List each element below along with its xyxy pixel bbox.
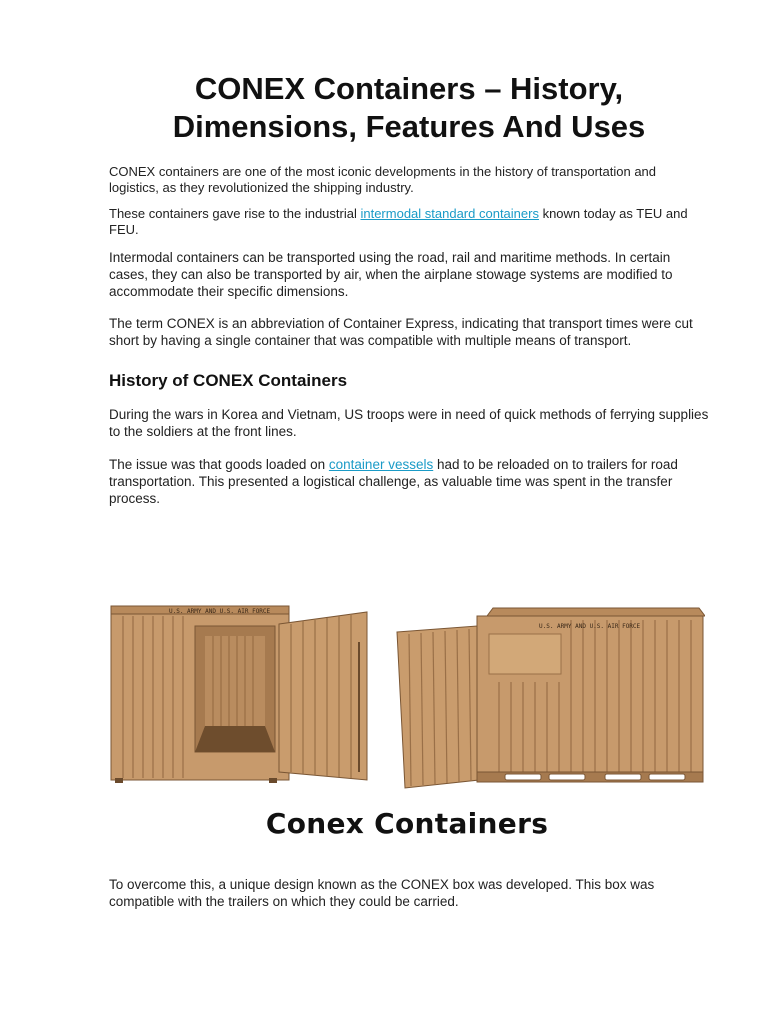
conex-containers-illustration bbox=[109, 602, 705, 797]
reload-text-before: The issue was that goods loaded on bbox=[109, 457, 329, 472]
teu-text-before: These containers gave rise to the industrial bbox=[109, 206, 361, 221]
title-line-2: Dimensions, Features And Uses bbox=[172, 109, 646, 144]
stencil-text-right: U.S. ARMY AND U.S. AIR FORCE bbox=[539, 623, 641, 630]
page-title bbox=[109, 70, 709, 146]
teu-paragraph bbox=[109, 206, 709, 238]
closed-container-illustration bbox=[397, 608, 705, 788]
intro-paragraph: CONEX containers are one of the most iconic developments in the history of transportation and logistics, as they revolutionized the shipping industry. bbox=[109, 164, 657, 195]
article-continued bbox=[109, 876, 709, 910]
title-line-1: CONEX Containers – History, bbox=[194, 71, 624, 106]
open-container-illustration bbox=[111, 606, 367, 783]
reload-text-after: had to be reloaded on to trailers for road transportation. This presented a logistical challenge, as valuable time was spent in the transfer process. bbox=[109, 457, 678, 506]
teu-text-after: known today as TEU and FEU. bbox=[109, 206, 688, 237]
conex-containers-figure bbox=[109, 602, 705, 842]
reload-paragraph bbox=[109, 456, 709, 507]
intermodal-containers-link[interactable]: intermodal standard containers bbox=[360, 206, 539, 221]
article bbox=[109, 0, 709, 507]
wars-paragraph: During the wars in Korea and Vietnam, US troops were in need of quick methods of ferrying supplies to the soldiers at the front lines. bbox=[109, 407, 709, 439]
conex-box-paragraph: To overcome this, a unique design known as the CONEX box was developed. This box was compatible with the trailers on which they could be carried. bbox=[109, 877, 655, 909]
container-vessels-link[interactable]: container vessels bbox=[328, 457, 434, 472]
stencil-text-left: U.S. ARMY AND U.S. AIR FORCE bbox=[169, 608, 271, 615]
history-heading: History of CONEX Containers bbox=[109, 371, 348, 390]
intermodal-paragraph: Intermodal containers can be transported using the road, rail and maritime methods. In certain cases, they can also be transported by air, when the airplane stowage systems are modified to accommodate their specific dimensions. bbox=[109, 250, 673, 299]
conex-term-paragraph: The term CONEX is an abbreviation of Container Express, indicating that transport times were cut short by having a single container that was compatible with multiple means of transport. bbox=[109, 316, 693, 348]
figure-caption: Conex Containers bbox=[265, 807, 549, 840]
